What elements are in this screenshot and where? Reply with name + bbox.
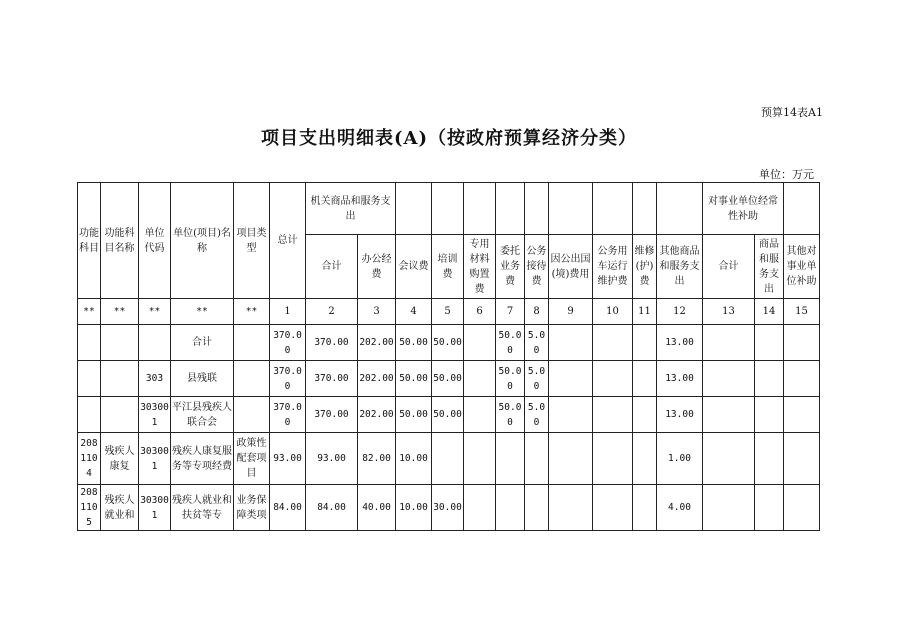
value-cell (549, 325, 593, 361)
value-cell (464, 397, 496, 433)
unit-name-cell: 残疾人就业和扶贫等专 (171, 485, 234, 531)
func-name-cell (101, 325, 139, 361)
index-cell: 3 (358, 299, 396, 325)
unit-code-cell: 303 (139, 361, 171, 397)
header-commission-fee: 委托业务费 (496, 235, 525, 299)
value-cell: 50.00 (432, 361, 464, 397)
value-cell: 30.00 (432, 485, 464, 531)
value-cell: 370.00 (270, 325, 306, 361)
header-office-fee: 办公经费 (358, 235, 396, 299)
header-empty (549, 183, 593, 235)
index-cell: 9 (549, 299, 593, 325)
value-cell: 84.00 (306, 485, 358, 531)
header-empty (633, 183, 657, 235)
value-cell (464, 485, 496, 531)
value-cell: 5.00 (525, 325, 549, 361)
project-type-cell (234, 361, 270, 397)
index-cell: 6 (464, 299, 496, 325)
value-cell (703, 433, 755, 485)
header-group-subsidy: 对事业单位经常性补助 (703, 183, 784, 235)
index-cell: 10 (593, 299, 633, 325)
project-type-cell: 业务保障类项 (234, 485, 270, 531)
value-cell: 5.00 (525, 361, 549, 397)
value-cell (633, 325, 657, 361)
unit-code-cell: 303001 (139, 433, 171, 485)
value-cell (525, 485, 549, 531)
header-abroad-fee: 因公出国(境)费用 (549, 235, 593, 299)
func-name-cell (101, 361, 139, 397)
header-group-goods: 机关商品和服务支出 (306, 183, 396, 235)
unit-name-cell: 平江县残疾人联合会 (171, 397, 234, 433)
unit-label: 单位：万元 (759, 168, 814, 181)
header-empty (657, 183, 703, 235)
value-cell (755, 397, 784, 433)
value-cell: 93.00 (306, 433, 358, 485)
func-name-cell: 残疾人就业和 (101, 485, 139, 531)
value-cell (784, 433, 820, 485)
unit-name-cell: 残疾人康复服务等专项经费 (171, 433, 234, 485)
header-row-1 (78, 183, 820, 235)
unit-name-cell: 合计 (171, 325, 234, 361)
value-cell: 13.00 (657, 397, 703, 433)
value-cell (703, 397, 755, 433)
func-code-cell: 2081105 (78, 485, 101, 531)
header-vehicle-fee: 公务用车运行维护费 (593, 235, 633, 299)
func-code-cell (78, 325, 101, 361)
value-cell (593, 397, 633, 433)
value-cell: 40.00 (358, 485, 396, 531)
header-subsidy-other: 其他对事业单位补助 (784, 235, 820, 299)
value-cell (784, 485, 820, 531)
value-cell: 50.00 (432, 325, 464, 361)
value-cell (593, 485, 633, 531)
value-cell (464, 361, 496, 397)
table-row (78, 485, 820, 531)
value-cell (755, 325, 784, 361)
value-cell (496, 485, 525, 531)
func-name-cell: 残疾人康复 (101, 433, 139, 485)
value-cell: 370.00 (270, 361, 306, 397)
form-code: 预算14表A1 (761, 106, 823, 119)
unit-name-cell: 县残联 (171, 361, 234, 397)
value-cell: 50.00 (496, 397, 525, 433)
header-empty (396, 183, 432, 235)
table-row (78, 361, 820, 397)
header-empty (593, 183, 633, 235)
index-cell: ** (234, 299, 270, 325)
unit-code-cell (139, 325, 171, 361)
project-type-cell (234, 397, 270, 433)
func-code-cell (78, 361, 101, 397)
unit-code-cell: 303001 (139, 485, 171, 531)
value-cell (496, 433, 525, 485)
func-code-cell (78, 397, 101, 433)
func-code-cell: 2081104 (78, 433, 101, 485)
value-cell (593, 361, 633, 397)
header-meeting-fee: 会议费 (396, 235, 432, 299)
expenditure-table (77, 182, 820, 531)
value-cell (633, 485, 657, 531)
func-name-cell (101, 397, 139, 433)
value-cell: 50.00 (396, 361, 432, 397)
value-cell: 202.00 (358, 325, 396, 361)
value-cell (633, 397, 657, 433)
index-cell: 7 (496, 299, 525, 325)
index-cell: 15 (784, 299, 820, 325)
header-total: 总计 (270, 183, 306, 299)
value-cell (464, 325, 496, 361)
value-cell: 10.00 (396, 485, 432, 531)
value-cell: 202.00 (358, 397, 396, 433)
index-row (78, 299, 820, 325)
header-empty (432, 183, 464, 235)
header-goods-total: 合计 (306, 235, 358, 299)
header-func-name: 功能科目名称 (101, 183, 139, 299)
index-cell: ** (139, 299, 171, 325)
index-cell: ** (171, 299, 234, 325)
value-cell (549, 397, 593, 433)
header-empty (784, 183, 820, 235)
value-cell: 13.00 (657, 325, 703, 361)
value-cell: 50.00 (432, 397, 464, 433)
value-cell (633, 361, 657, 397)
header-repair-fee: 维修(护)费 (633, 235, 657, 299)
index-cell: 5 (432, 299, 464, 325)
header-func-code: 功能科目 (78, 183, 101, 299)
value-cell: 10.00 (396, 433, 432, 485)
value-cell (755, 485, 784, 531)
page-title: 项目支出明细表(A)（按政府预算经济分类） (261, 128, 637, 149)
value-cell (549, 361, 593, 397)
value-cell: 50.00 (496, 361, 525, 397)
header-empty (496, 183, 525, 235)
value-cell (703, 485, 755, 531)
project-type-cell: 政策性配套项目 (234, 433, 270, 485)
value-cell: 1.00 (657, 433, 703, 485)
header-other-goods: 其他商品和服务支出 (657, 235, 703, 299)
index-cell: ** (101, 299, 139, 325)
value-cell (464, 433, 496, 485)
value-cell (549, 485, 593, 531)
header-subsidy-goods: 商品和服务支出 (755, 235, 784, 299)
index-cell: 11 (633, 299, 657, 325)
header-unit-code: 单位代码 (139, 183, 171, 299)
value-cell (633, 433, 657, 485)
value-cell: 202.00 (358, 361, 396, 397)
value-cell: 93.00 (270, 433, 306, 485)
value-cell (593, 325, 633, 361)
value-cell (755, 361, 784, 397)
value-cell: 370.00 (306, 361, 358, 397)
index-cell: 1 (270, 299, 306, 325)
value-cell (784, 325, 820, 361)
value-cell: 82.00 (358, 433, 396, 485)
value-cell: 370.00 (306, 325, 358, 361)
index-cell: 4 (396, 299, 432, 325)
header-reception-fee: 公务接待费 (525, 235, 549, 299)
index-cell: 13 (703, 299, 755, 325)
value-cell (755, 433, 784, 485)
value-cell (549, 433, 593, 485)
project-type-cell (234, 325, 270, 361)
value-cell: 84.00 (270, 485, 306, 531)
value-cell: 370.00 (306, 397, 358, 433)
value-cell: 50.00 (496, 325, 525, 361)
value-cell (593, 433, 633, 485)
value-cell (784, 361, 820, 397)
header-unit-name: 单位(项目)名称 (171, 183, 234, 299)
value-cell: 13.00 (657, 361, 703, 397)
header-training-fee: 培训费 (432, 235, 464, 299)
index-cell: 12 (657, 299, 703, 325)
index-cell: 8 (525, 299, 549, 325)
value-cell (784, 397, 820, 433)
value-cell (703, 325, 755, 361)
value-cell (432, 433, 464, 485)
value-cell: 50.00 (396, 325, 432, 361)
value-cell (525, 433, 549, 485)
value-cell: 370.00 (270, 397, 306, 433)
header-empty (525, 183, 549, 235)
unit-code-cell: 303001 (139, 397, 171, 433)
value-cell (703, 361, 755, 397)
table-row (78, 397, 820, 433)
value-cell: 50.00 (396, 397, 432, 433)
value-cell: 5.00 (525, 397, 549, 433)
table-row (78, 433, 820, 485)
header-project-type: 项目类型 (234, 183, 270, 299)
index-cell: ** (78, 299, 101, 325)
header-material-fee: 专用材料购置费 (464, 235, 496, 299)
index-cell: 14 (755, 299, 784, 325)
table-row (78, 325, 820, 361)
index-cell: 2 (306, 299, 358, 325)
header-subsidy-total: 合计 (703, 235, 755, 299)
value-cell: 4.00 (657, 485, 703, 531)
header-empty (464, 183, 496, 235)
